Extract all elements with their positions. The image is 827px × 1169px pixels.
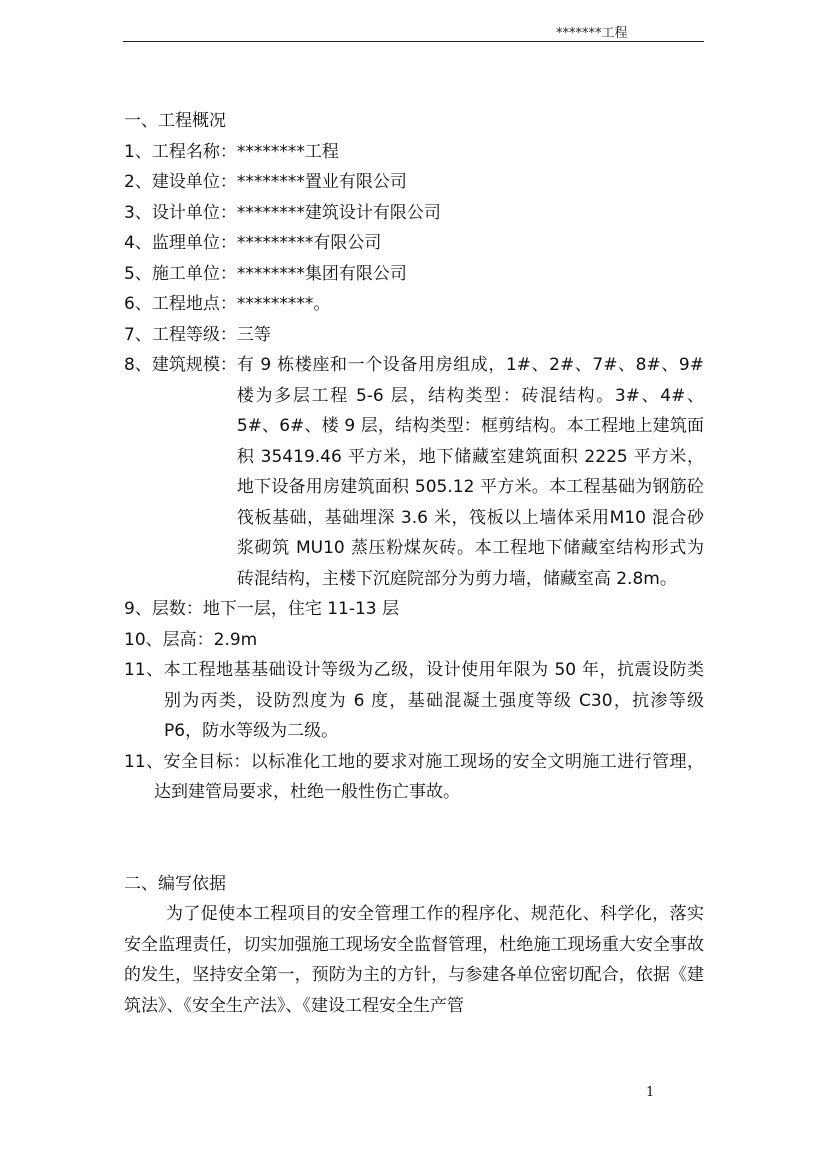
project-item: 6、工程地点：*********。: [124, 294, 331, 314]
header-divider: [123, 41, 704, 42]
project-item: 9、层数：地下一层，住宅 11-13 层: [124, 599, 400, 619]
page-number: 1: [646, 1085, 655, 1100]
project-item: 2、建设单位：********置业有限公司: [124, 172, 407, 192]
section-heading: 一、工程概况: [124, 111, 226, 131]
project-item: 5、施工单位：********集团有限公司: [124, 263, 407, 284]
building-scale-label: 8、建筑规模：: [124, 355, 237, 375]
section-heading: 二、编写依据: [124, 873, 226, 894]
foundation-design-item: 11、本工程地基基础设计等级为乙级，设计使用年限为 50 年，抗震设防类别为丙类，设防烈度为 6 度，基础混凝土强度等级 C30，抗渗等级 P6，防水等级为二级。: [124, 660, 704, 741]
project-item: 7、工程等级：三等: [124, 324, 271, 345]
basis-paragraph: 为了促使本工程项目的安全管理工作的程序化、规范化、科学化，落实安全监理责任，切实加强施工现场安全监督管理，杜绝施工现场重大安全事故的发生，坚持安全第一，预防为主的方针，与参建各单位密切配合，依据《建筑法》、《安全生产法》、《建设工程安全生产管: [124, 904, 704, 1016]
building-scale-item: [124, 350, 704, 594]
project-item: 1、工程名称：********工程: [124, 141, 339, 162]
project-item: 4、监理单位：*********有限公司: [124, 233, 382, 253]
header-title: *******工程: [556, 26, 628, 41]
document-body: [124, 106, 704, 1021]
building-scale-text: 有 9 栋楼座和一个设备用房组成，1#、2#、7#、8#、9#楼为多层工程 5-6 层，结构类型：砖混结构。3#、4#、 5#、6#、楼 9 层，结构类型：框剪结构。本工程地上建筑面积 35419.46 平方米，地下储藏室建筑面积 2225 平方米，地下设备用房建筑面积 505.12 平方米。本工程基础为钢筋砼筏板基础，基础埋深 3.6 米，筏板以上墙体采用M10 混合砂浆砌筑 MU10 蒸压粉煤灰砖。本工程地下储藏室结构形式为砖混结构，主楼下沉庭院部分为剪力墙，储藏室高 2.8m。: [236, 355, 704, 589]
safety-goal-item: 11、安全目标：以标准化工地的要求对施工现场的安全文明施工进行管理，达到建管局要求，杜绝一般性伤亡事故。: [124, 751, 704, 802]
project-item: 3、设计单位：********建筑设计有限公司: [124, 202, 441, 223]
project-item: 10、层高：2.9m: [124, 629, 258, 650]
